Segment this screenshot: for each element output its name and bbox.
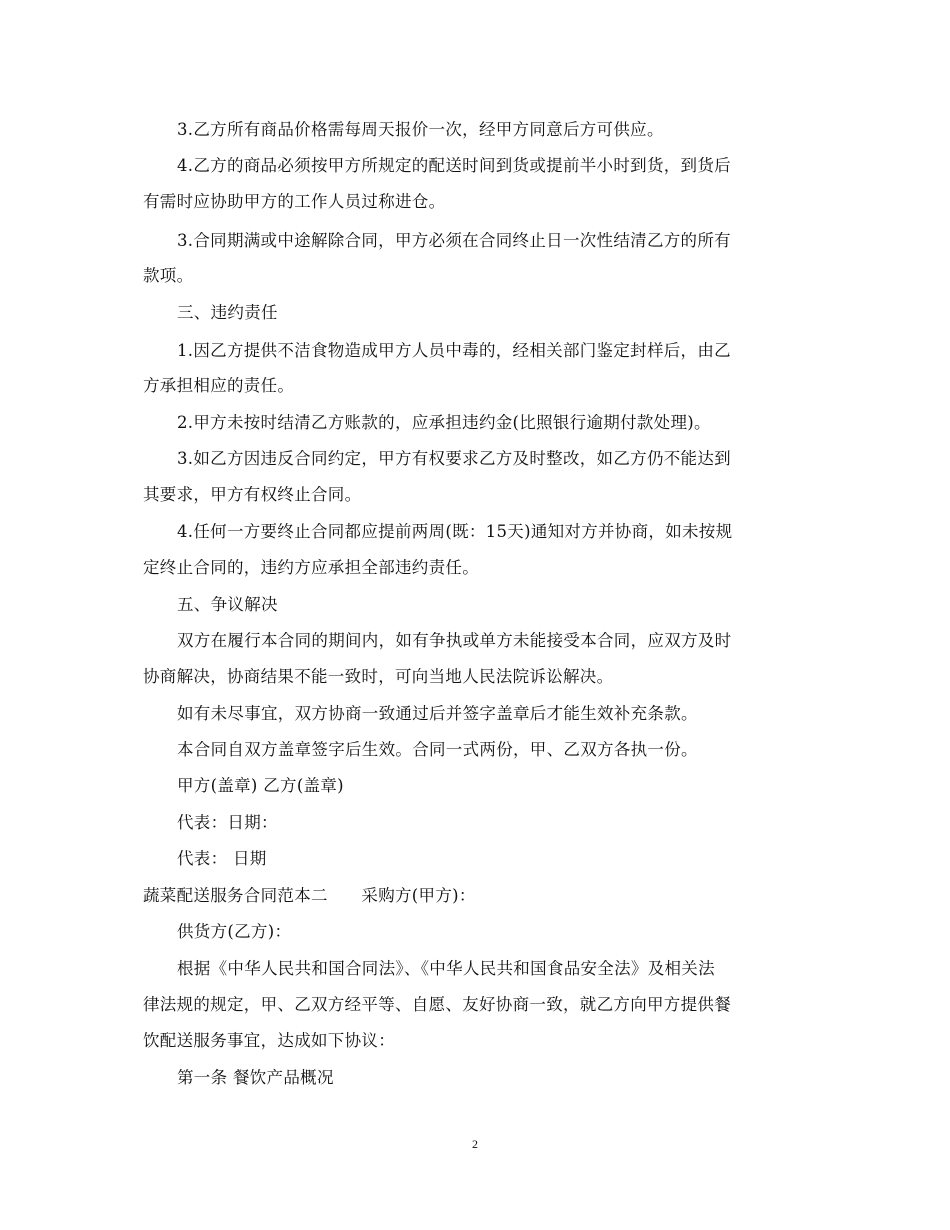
paragraph-legal-basis-cont-2: 饮配送服务事宜，达成如下协议： [143, 1031, 395, 1050]
paragraph-delivery-time: 4.乙方的商品必须按甲方所规定的配送时间到货或提前半小时到货，到货后 [177, 156, 731, 175]
paragraph-dispute-resolution: 双方在履行本合同的期间内，如有争执或单方未能接受本合同，应双方及时 [177, 631, 732, 650]
contract-two-title: 蔬菜配送服务合同范本二 采购方(甲方)： [143, 886, 476, 905]
signature-representative-date-2: 代表： 日期 [177, 849, 267, 868]
paragraph-effective-date: 本合同自双方盖章签字后生效。合同一式两份，甲、乙双方各执一份。 [177, 740, 698, 759]
paragraph-supplementary-terms: 如有未尽事宜，双方协商一致通过后并签字盖章后才能生效补充条款。 [177, 704, 698, 723]
paragraph-price-quote: 3.乙方所有商品价格需每周天报价一次，经甲方同意后方可供应。 [177, 120, 664, 139]
paragraph-delivery-time-cont: 有需时应协助甲方的工作人员过称进仓。 [143, 192, 446, 211]
paragraph-food-poisoning: 1.因乙方提供不洁食物造成甲方人员中毒的，经相关部门鉴定封样后，由乙 [177, 341, 731, 360]
signature-representative-date-1: 代表：日期： [177, 813, 278, 832]
page-number: 2 [472, 1137, 478, 1151]
paragraph-legal-basis: 根据《中华人民共和国合同法》、《中华人民共和国食品安全法》及相关法 [177, 959, 715, 978]
paragraph-rectification-cont: 其要求，甲方有权终止合同。 [143, 485, 362, 504]
paragraph-dispute-resolution-cont: 协商解决，协商结果不能一致时，可向当地人民法院诉讼解决。 [143, 667, 614, 686]
paragraph-termination-notice: 4.任何一方要终止合同都应提前两周(既：15天)通知对方并协商，如未按规 [177, 522, 733, 541]
paragraph-rectification: 3.如乙方因违反合同约定，甲方有权要求乙方及时整改，如乙方仍不能达到 [177, 449, 731, 468]
article-one-heading: 第一条 餐饮产品概况 [177, 1068, 334, 1087]
paragraph-termination-notice-cont: 定终止合同的，违约方应承担全部违约责任。 [143, 558, 479, 577]
paragraph-food-poisoning-cont: 方承担相应的责任。 [143, 376, 295, 395]
section-heading-dispute: 五、争议解决 [177, 595, 278, 614]
paragraph-contract-settlement-cont: 款项。 [143, 266, 194, 285]
supplier-party: 供货方(乙方)： [177, 922, 292, 941]
paragraph-legal-basis-cont-1: 律法规的规定，甲、乙双方经平等、自愿、友好协商一致，就乙方向甲方提供餐 [143, 995, 731, 1014]
paragraph-late-payment: 2.甲方未按时结清乙方账款的，应承担违约金(比照银行逾期付款处理)。 [177, 413, 711, 432]
section-heading-liability: 三、违约责任 [177, 303, 278, 322]
paragraph-contract-settlement: 3.合同期满或中途解除合同，甲方必须在合同终止日一次性结清乙方的所有 [177, 231, 731, 250]
signature-party-seals: 甲方(盖章) 乙方(盖章) [177, 776, 344, 795]
